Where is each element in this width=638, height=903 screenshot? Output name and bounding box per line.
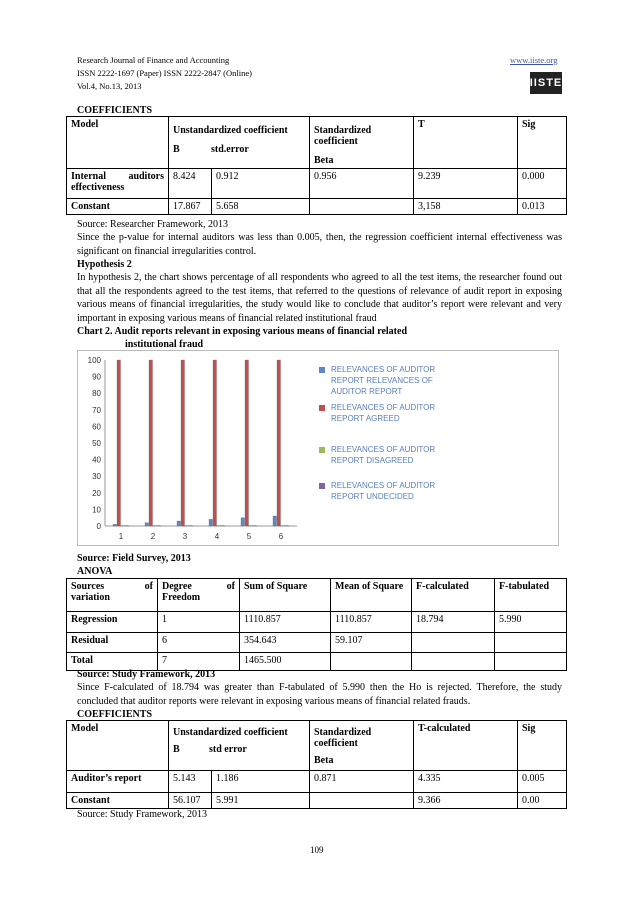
anova-table <box>66 578 567 671</box>
t2-h-source: Sources of variation <box>67 579 158 612</box>
bar <box>177 521 181 526</box>
legend-label: AUDITOR REPORT <box>331 387 403 396</box>
t2-h-fcalc: F-calculated <box>412 579 495 612</box>
bar <box>241 518 245 526</box>
t1-h-t: T <box>414 117 518 169</box>
bar <box>121 526 125 527</box>
bar <box>221 526 225 527</box>
bar <box>153 526 157 527</box>
t3-h-stderr: std error <box>209 744 247 755</box>
bar <box>217 526 221 527</box>
legend-swatch <box>319 447 325 453</box>
y-tick-label: 50 <box>92 439 101 448</box>
legend-swatch <box>319 483 325 489</box>
bar <box>157 526 161 527</box>
paragraph-2: In hypothesis 2, the chart shows percentage of all respondents who agreed to all the test items, the researcher found out that all the respondents agreed to the test items, that referred to the questions of relevance of audit report in exposing various means of financial irregularities, the study would like to conclude that auditor’s report were relevant and very important in exposing various means of financial related institutional fraud <box>77 272 562 324</box>
volume: Vol.4, No.13, 2013 <box>77 81 142 91</box>
journal-url[interactable]: www.iiste.org <box>510 55 558 65</box>
legend-swatch <box>319 405 325 411</box>
y-tick-label: 90 <box>92 372 101 382</box>
audit-relevance-chart <box>77 350 559 546</box>
y-tick-label: 20 <box>92 488 101 498</box>
legend-label: REPORT UNDECIDED <box>331 492 414 501</box>
legend-label: REPORT DISAGREED <box>331 456 414 465</box>
bar <box>113 524 117 526</box>
x-tick-label: 6 <box>278 532 284 541</box>
y-tick-label: 40 <box>92 455 101 465</box>
bar <box>245 360 249 526</box>
chart-title-line2: institutional fraud <box>125 339 204 350</box>
x-tick-label: 1 <box>118 532 124 541</box>
anova-source: Source: Study Framework, 2013 <box>77 669 216 680</box>
t2-h-ftab: F-tabulated <box>495 579 567 612</box>
hypothesis-2-title: Hypothesis 2 <box>77 259 132 270</box>
y-tick-label: 80 <box>92 389 101 399</box>
page-number: 109 <box>310 845 324 855</box>
x-tick-label: 2 <box>150 532 156 541</box>
t1-h-beta: Beta <box>314 155 334 166</box>
bar <box>285 526 289 527</box>
bar <box>117 360 121 526</box>
x-tick-label: 5 <box>246 532 252 541</box>
bar <box>209 519 213 526</box>
paragraph-1: Since the p-value for internal auditors was less than 0.005, then, the regression coefficient internal effectiveness was significant on financial irregularities control. <box>77 232 562 257</box>
y-tick-label: 10 <box>92 505 101 515</box>
t1-h-model: Model <box>67 117 169 169</box>
bar <box>149 360 153 526</box>
bar <box>125 526 129 527</box>
bar <box>189 526 193 527</box>
journal-name: Research Journal of Finance and Accounting <box>77 55 230 65</box>
coefficients-table-1 <box>66 116 567 215</box>
t1-h-unstd: Unstandardized coefficient <box>173 125 288 136</box>
bar <box>281 526 285 527</box>
t2-h-ss: Sum of Square <box>240 579 331 612</box>
table1-source: Source: Researcher Framework, 2013 <box>77 219 229 230</box>
t3-h-model: Model <box>67 721 169 771</box>
y-tick-label: 0 <box>96 522 101 531</box>
table-row: Internal auditors effectiveness 8.424 0.912 0.956 9.239 0.000 <box>67 169 567 199</box>
t1-h-std: Standardized coefficient <box>314 125 372 147</box>
iiste-logo: IISTE <box>530 72 562 94</box>
t3-h-b: B <box>173 744 180 755</box>
t1-h-sig: Sig <box>518 117 567 169</box>
t2-h-ms: Mean of Square <box>331 579 412 612</box>
y-tick-label: 100 <box>87 356 101 365</box>
legend-label: REPORT AGREED <box>331 414 400 423</box>
t2-h-df: Degree of Freedom <box>158 579 240 612</box>
bar <box>185 526 189 527</box>
t3-h-unstd: Unstandardized coefficient <box>173 727 288 738</box>
table-row: Auditor’s report 5.143 1.186 0.871 4.335 0.005 <box>67 771 567 793</box>
chart-title-line1: Chart 2. Audit reports relevant in exposing various means of financial related <box>77 326 407 337</box>
table-row: Residual 6 354.643 59.107 <box>67 633 567 653</box>
t3-h-beta: Beta <box>314 755 334 766</box>
table3-title: COEFFICIENTS <box>77 709 153 720</box>
field-source: Source: Field Survey, 2013 <box>77 553 191 564</box>
legend-label: RELEVANCES OF AUDITOR <box>331 403 436 412</box>
anova-title: ANOVA <box>77 566 113 577</box>
coefficients-table-2 <box>66 720 567 809</box>
t1-h-stderr: std.error <box>211 144 249 155</box>
table-row: Constant 56.107 5.991 9.366 0.00 <box>67 793 567 809</box>
y-tick-label: 60 <box>92 422 101 432</box>
table1-title: COEFFICIENTS <box>77 105 153 116</box>
legend-label: REPORT RELEVANCES OF <box>331 376 433 385</box>
bar <box>273 516 277 526</box>
legend-label: RELEVANCES OF AUDITOR <box>331 445 436 454</box>
x-tick-label: 3 <box>182 532 188 541</box>
bar <box>145 523 149 526</box>
t3-h-std: Standardized coefficient <box>314 727 372 749</box>
legend-label: RELEVANCES OF AUDITOR <box>331 481 436 490</box>
table-row: Constant 17.867 5.658 3,158 0.013 <box>67 199 567 215</box>
legend-label: RELEVANCES OF AUDITOR <box>331 365 436 374</box>
legend-swatch <box>319 367 325 373</box>
y-tick-label: 70 <box>92 405 101 415</box>
bar <box>253 526 257 527</box>
paragraph-3: Since F-calculated of 18.794 was greater than F-tabulated of 5.990 then the Ho is rejected. Therefore, the study concluded that auditor reports were relevant in exposing various means of financial related frauds. <box>77 682 562 707</box>
table-row: Regression 1 1110.857 1110.857 18.794 5.990 <box>67 612 567 633</box>
table3-source: Source: Study Framework, 2013 <box>77 809 207 820</box>
y-tick-label: 30 <box>92 472 101 482</box>
x-tick-label: 4 <box>214 532 220 541</box>
t1-h-b: B <box>173 144 180 155</box>
bar <box>249 526 253 527</box>
table-row: Total 7 1465.500 <box>67 653 567 671</box>
bar <box>277 360 281 526</box>
bar <box>181 360 185 526</box>
t3-h-tcalc: T-calculated <box>414 721 518 771</box>
t3-h-sig: Sig <box>518 721 567 771</box>
issn: ISSN 2222-1697 (Paper) ISSN 2222-2847 (Online) <box>77 68 252 78</box>
bar <box>213 360 217 526</box>
